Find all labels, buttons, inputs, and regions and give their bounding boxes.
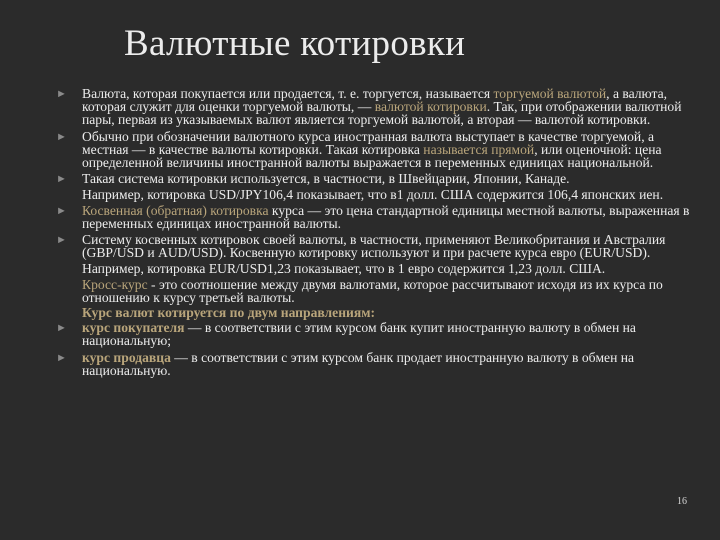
paragraph-9 (56, 306, 696, 319)
paragraph-text: курса — это цена стандартной единицы местной валюты, выраженная в переменных единицах иностранной валюты. (82, 202, 690, 231)
highlighted-term: Косвенная (обратная) котировка (82, 202, 269, 218)
bullet-icon: ► (56, 234, 67, 247)
highlighted-term: валютой котировки (374, 99, 487, 115)
paragraph-text: , а валюта, которая служит для оценки торгуемой валюты, — (82, 86, 668, 115)
paragraph-7 (56, 262, 696, 275)
paragraph-text: - это соотношение между двумя валютами, которое рассчитывают исходя из их курса по отношению к курсу третьей валюты. (82, 276, 663, 305)
paragraph-11 (56, 351, 696, 377)
paragraph-8 (56, 278, 696, 304)
bullet-icon: ► (56, 130, 67, 143)
highlighted-term: торгуемой валютой (493, 86, 607, 101)
paragraph-2 (56, 130, 696, 170)
paragraph-text: — в соответствии с этим курсом банк продает иностранную валюту в обмен на национальную. (82, 349, 635, 378)
page-number: 16 (677, 496, 687, 507)
paragraph-text: Например, котировка EUR/USD1,23 показывает, что в 1 евро содержится 1,23 долл. США. (82, 261, 606, 277)
paragraph-text: Такая система котировки используется, в частности, в Швейцарии, Японии, Канаде. (82, 171, 570, 187)
paragraph-text: — в соответствии с этим курсом банк купит иностранную валюту в обмен на национальную; (82, 320, 636, 349)
bullet-icon: ► (56, 322, 67, 335)
paragraph-5 (56, 204, 696, 230)
paragraph-text: Обычно при обозначении валютного курса иностранная валюта выступает в качестве торгуемой, а местная — в качестве валюты котировки. Такая котировка (82, 128, 655, 157)
paragraph-text: Систему косвенных котировок своей валюты, в частности, применяют Великобритания и Австралия (GBP/USD и AUD/USD). Косвенную котировку используют и при расчете курса евро (EUR/USD). (82, 232, 666, 261)
paragraph-6 (56, 233, 696, 259)
highlighted-term: курс продавца (82, 349, 171, 365)
paragraph-text: , или оценочной: цена определенной величины иностранной валюты выражается в переменных единицах национальной. (82, 141, 662, 171)
paragraph-10 (56, 321, 696, 347)
paragraph-4 (56, 188, 696, 201)
paragraph-text: Например, котировка USD/JPY106,4 показывает, что в1 долл. США содержится 106,4 японских иен. (82, 187, 664, 203)
paragraph-text: . Так, при отображении валютной пары, первая из указываемых валют является торгуемой валютой, а вторая — валютой котировки. (82, 99, 682, 128)
paragraph-3 (56, 172, 696, 185)
paragraph-text: Валюта, которая покупается или продается, т. е. торгуется, называется (82, 86, 494, 101)
highlighted-term: Кросс-курс (82, 276, 148, 292)
bullet-icon: ► (56, 204, 67, 217)
bullet-icon: ► (56, 173, 67, 186)
slide-body (56, 87, 696, 380)
bullet-icon: ► (56, 351, 67, 364)
highlighted-term: Курс валют котируется по двум направлениям: (82, 305, 376, 321)
highlighted-term: называется прямой (423, 141, 535, 157)
slide-title: Валютные котировки (124, 23, 466, 64)
bullet-icon: ► (56, 88, 67, 100)
highlighted-term: курс покупателя (82, 320, 185, 336)
paragraph-1 (56, 87, 696, 127)
